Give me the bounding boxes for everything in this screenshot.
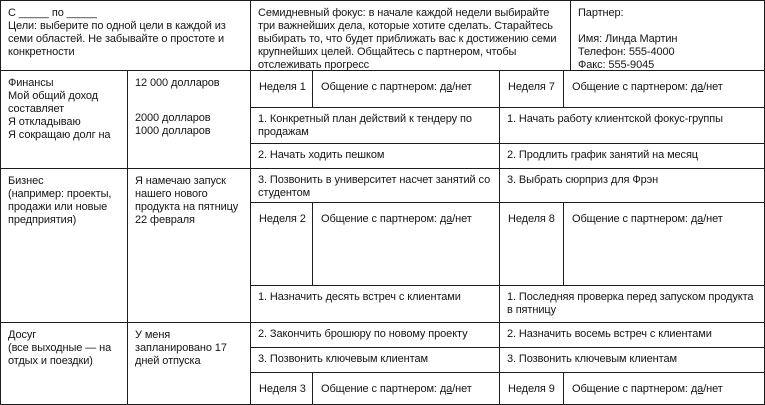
goal-line: Я откладываю [8,116,81,128]
comm-sep: / [452,213,456,225]
comm-no: нет [455,383,472,395]
period-goals-cell [0,0,251,71]
week3-comm-cell [312,372,500,405]
task-text: 2. Продлить график занятий на месяц [507,149,699,161]
task-text: 2. Начать ходить пешком [258,149,385,161]
week7-item-1 [499,107,765,144]
partner-title: Партнер: [578,7,624,19]
task-text: 1. Начать работу клиентской фокус-группы [507,113,723,125]
comm-sep: / [703,213,707,225]
week7-comm-cell [563,70,765,108]
task-text: 2. Закончить брошюру по новому проекту [258,328,468,340]
week1-item-1 [250,107,500,144]
week-name: Неделя 1 [259,81,306,93]
comm-sep: / [452,81,456,93]
goal-value: У меня запланировано 17 дней отпуска [135,329,227,367]
goals-instruction: Цели: выберите по одной цели в каждой из семи областей. Не забывайте о простоте и конкретности [8,20,226,58]
comm-label: Общение с партнером: [321,81,437,93]
comm-label: Общение с партнером: [572,383,688,395]
week8-comm-cell [563,202,765,286]
week1-item-2 [250,143,500,169]
comm-yes: да [439,383,453,395]
week-name: Неделя 9 [508,383,555,395]
week8-name-cell [499,202,564,286]
week8-item-3 [499,347,765,373]
week2-item-2 [250,322,500,348]
week2-item-1 [250,285,500,323]
task-text: 3. Выбрать сюрприз для Фрэн [507,174,659,186]
week7-item-2 [499,143,765,169]
comm-sep: / [703,81,707,93]
seven-day-focus-cell [250,0,571,71]
comm-label: Общение с партнером: [321,213,437,225]
comm-yes: да [439,81,453,93]
partner-phone: Телефон: 555-4000 [578,46,675,58]
week8-item-2 [499,322,765,348]
week3-name-cell [250,372,313,405]
week7-name-cell [499,70,564,108]
partner-fax: Факс: 555-9045 [578,59,655,71]
partner-name: Имя: Линда Мартин [578,33,678,45]
task-text: 1. Конкретный план действий к тендеру по продажам [258,113,472,138]
comm-sep: / [703,383,707,395]
goal-leisure-label [0,322,128,405]
comm-sep: / [452,383,456,395]
week9-comm-cell [563,372,765,405]
goal-business-value [127,168,251,323]
focus-instruction: Семидневный фокус: в начале каждой недели выбирайте три важнейших дела, которые хотите сделать. Старайтесь выбирать то, что будет приближать вас к достижению семи крупнейших целей. Общайтесь с партнером, чтобы отслеживать прогресс [258,7,557,71]
week8-item-1 [499,285,765,323]
goal-value: Я намечаю запуск нашего нового продукта на пятницу 22 февраля [135,175,239,226]
comm-no: нет [455,213,472,225]
week-name: Неделя 3 [259,383,306,395]
comm-no: нет [706,383,723,395]
goal-finance-label [0,70,128,169]
partner-cell [570,0,765,71]
week2-name-cell [250,202,313,286]
week7-item-3 [499,168,765,203]
week2-item-3 [250,347,500,373]
goal-line: Мой общий доход составляет [8,90,99,115]
comm-yes: да [690,81,704,93]
task-text: 2. Назначить восемь встреч с клиентами [507,328,712,340]
goal-category: Финансы [8,77,54,89]
comm-label: Общение с партнером: [572,81,688,93]
comm-yes: да [690,213,704,225]
week1-item-3 [250,168,500,203]
comm-yes: да [439,213,453,225]
task-text: 3. Позвонить ключевым клиентам [507,353,677,365]
week1-name-cell [250,70,313,108]
week1-comm-cell [312,70,500,108]
task-text: 3. Позвонить в университет насчет занятий со студентом [258,174,491,199]
goal-business-label [0,168,128,323]
goal-category: Досуг [8,329,37,341]
task-text: 1. Назначить десять встреч с клиентами [258,291,461,303]
goal-finance-value [127,70,251,169]
goal-value: 12 000 долларов [135,77,220,89]
goal-value: 1000 долларов [135,125,211,137]
goal-line: Я сокращаю долг на [8,129,111,141]
period-line: С _____ по _____ [8,7,97,19]
week-name: Неделя 8 [508,213,555,225]
goal-value: 2000 долларов [135,112,211,124]
comm-label: Общение с партнером: [572,213,688,225]
week-name: Неделя 2 [259,213,306,225]
goal-leisure-value [127,322,251,405]
comm-no: нет [706,81,723,93]
comm-yes: да [690,383,704,395]
task-text: 1. Последняя проверка перед запуском продукта в пятницу [507,291,754,316]
week-name: Неделя 7 [508,81,555,93]
goal-note: (все выходные — на отдых и поездки) [8,342,112,367]
week9-name-cell [499,372,564,405]
week2-comm-cell [312,202,500,286]
comm-no: нет [455,81,472,93]
task-text: 3. Позвонить ключевым клиентам [258,353,428,365]
goal-note: (например: проекты, продажи или новые предприятия) [8,188,112,226]
comm-no: нет [706,213,723,225]
comm-label: Общение с партнером: [321,383,437,395]
goal-category: Бизнес [8,175,44,187]
